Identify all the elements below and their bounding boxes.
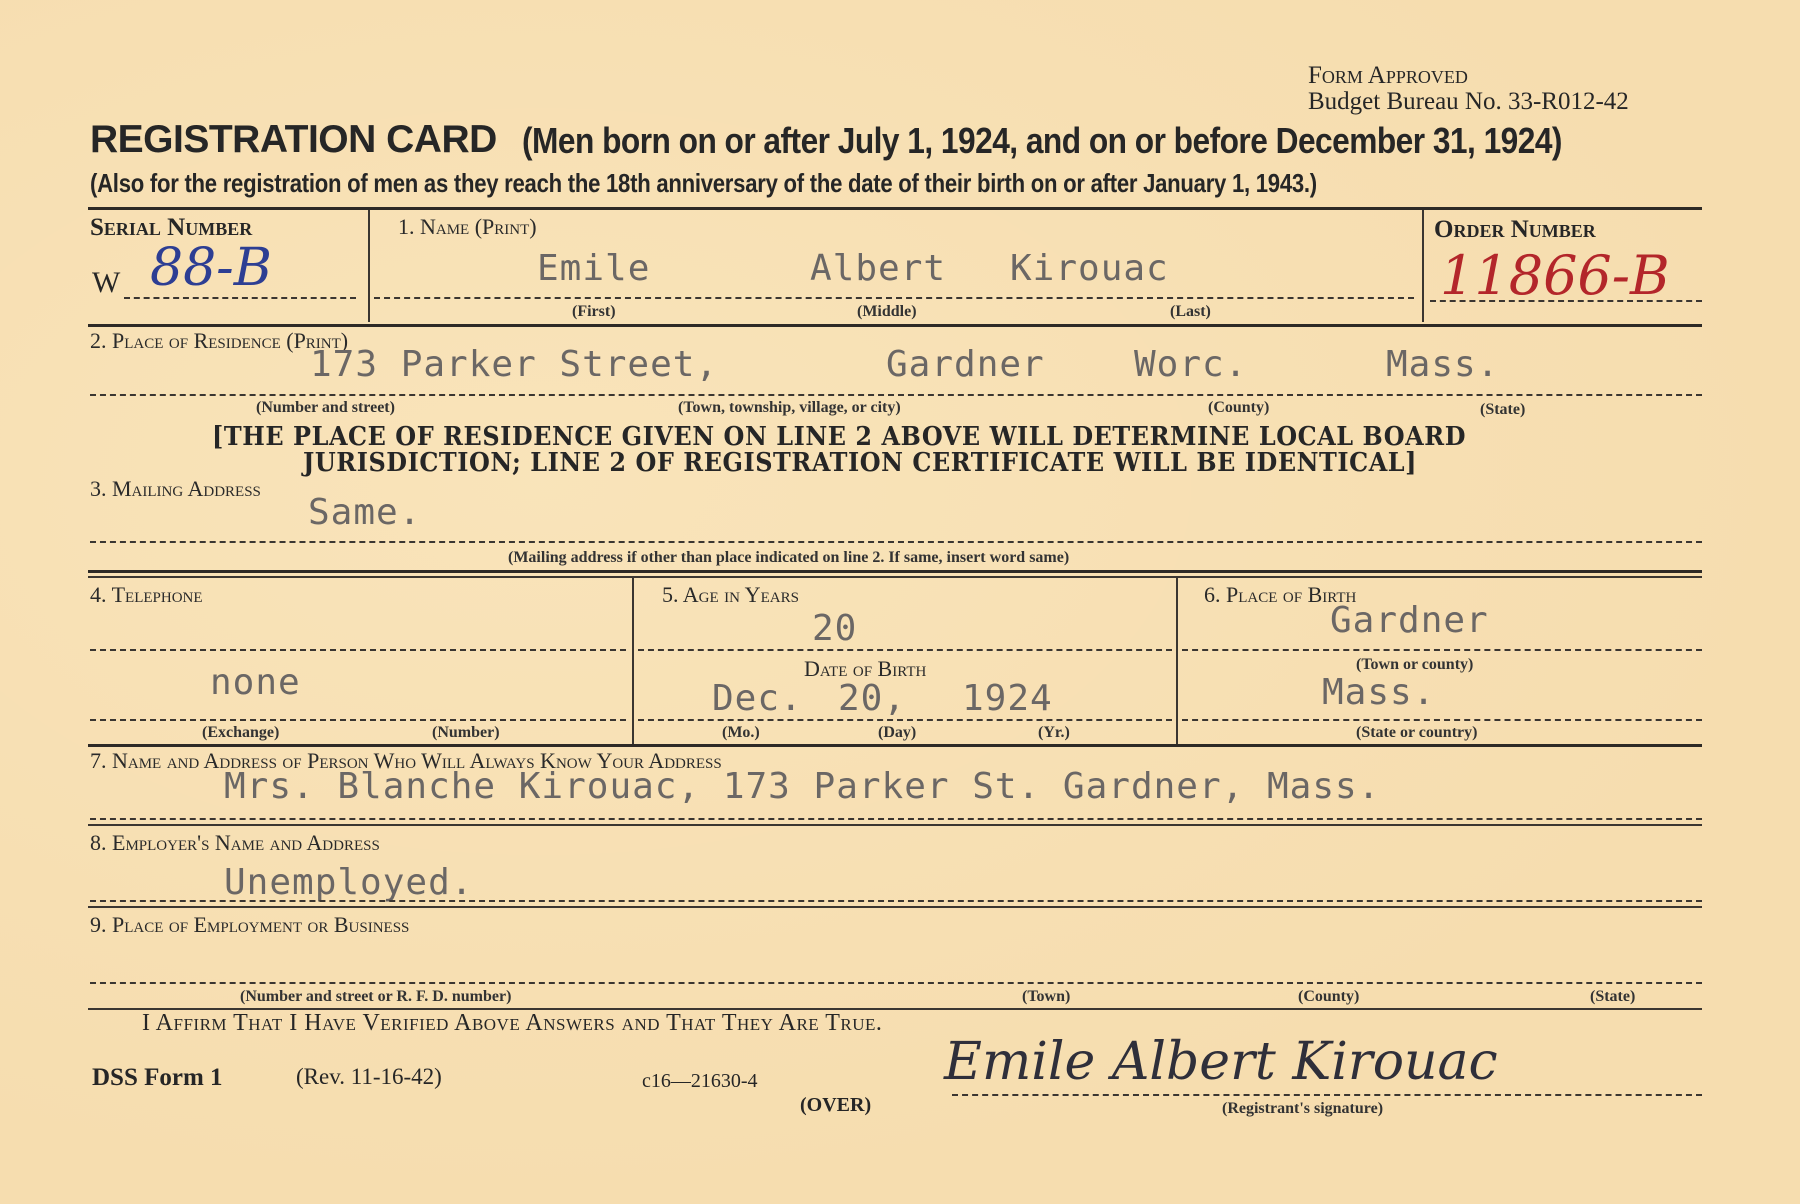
exchange-caption: (Exchange)	[202, 724, 280, 741]
serial-number-value: 88-B	[150, 238, 272, 298]
over-label: (OVER)	[800, 1094, 872, 1116]
mailing-caption: (Mailing address if other than place indicated on line 2. If same, insert word same)	[508, 549, 1070, 566]
contact-label: 7. Name and Address of Person Who Will Always Know Your Address	[90, 748, 722, 773]
form-id: DSS Form 1	[92, 1064, 223, 1091]
name-line	[374, 297, 1414, 299]
last-caption: (Last)	[1170, 303, 1211, 320]
dob-line	[638, 719, 1172, 721]
residence-label: 2. Place of Residence (Print)	[90, 328, 349, 353]
card-subtitle: (Also for the registration of men as they reach the 18th anniversary of the date of their birth on or after January 1, 1943.)	[90, 168, 1317, 198]
last-name-value: Kirouac	[1010, 248, 1169, 289]
age-value: 20	[812, 608, 858, 649]
row3-border	[88, 570, 1702, 573]
name-label: 1. Name (Print)	[398, 214, 537, 239]
mailing-line	[90, 541, 1702, 543]
employment-county-caption: (County)	[1298, 988, 1360, 1005]
signature-line	[952, 1094, 1702, 1096]
telephone-value: none	[210, 662, 301, 703]
month-caption: (Mo.)	[722, 724, 760, 741]
order-number-value: 11866-B	[1440, 244, 1670, 307]
residence-town-value: Gardner	[886, 344, 1045, 385]
age-divider	[1176, 578, 1178, 744]
serial-number-label: Serial Number	[90, 214, 253, 241]
employer-value: Unemployed.	[224, 862, 474, 903]
dob-month-value: Dec.	[712, 678, 803, 719]
first-caption: (First)	[572, 303, 616, 320]
order-number-label: Order Number	[1434, 216, 1596, 243]
residence-county-value: Worc.	[1134, 344, 1248, 385]
day-caption: (Day)	[878, 724, 917, 741]
serial-divider	[368, 210, 370, 322]
form-approved-label: Form Approved	[1308, 62, 1468, 89]
residence-town-caption: (Town, township, village, or city)	[678, 399, 901, 416]
telephone-label: 4. Telephone	[90, 582, 203, 607]
birthplace-line-2	[1182, 719, 1702, 721]
employer-label: 8. Employer's Name and Address	[90, 830, 380, 855]
first-name-value: Emile	[537, 248, 651, 289]
notice-line-2: JURISDICTION; LINE 2 OF REGISTRATION CERTIFICATE WILL BE IDENTICAL]	[303, 448, 1418, 478]
card-title-note: (Men born on or after July 1, 1924, and on or before December 31, 1924)	[522, 120, 1562, 161]
telephone-divider	[632, 578, 634, 744]
residence-line	[90, 394, 1702, 396]
residence-state-caption: (State)	[1480, 401, 1526, 418]
dob-label: Date of Birth	[804, 656, 927, 681]
birthplace-town-value: Gardner	[1330, 600, 1489, 641]
serial-prefix: W	[92, 266, 121, 299]
card-title: REGISTRATION CARD	[90, 118, 497, 161]
birthplace-label: 6. Place of Birth	[1204, 582, 1357, 607]
row1-border	[88, 324, 1702, 327]
mailing-value: Same.	[308, 492, 422, 533]
dob-year-value: 1924	[962, 678, 1053, 719]
employment-town-caption: (Town)	[1022, 988, 1071, 1005]
employment-street-caption: (Number and street or R. F. D. number)	[240, 988, 512, 1005]
birthplace-state-value: Mass.	[1322, 672, 1436, 713]
employment-state-caption: (State)	[1590, 988, 1636, 1005]
age-line	[638, 649, 1172, 651]
budget-bureau-number: Budget Bureau No. 33-R012-42	[1308, 88, 1629, 115]
order-divider	[1422, 210, 1424, 322]
form-revision: (Rev. 11-16-42)	[296, 1064, 442, 1089]
notice-line-1: [THE PLACE OF RESIDENCE GIVEN ON LINE 2 ABOVE WILL DETERMINE LOCAL BOARD	[212, 422, 1467, 452]
row4-border	[88, 744, 1702, 747]
telephone-line-2	[90, 719, 626, 721]
telephone-line-1	[90, 649, 626, 651]
middle-name-value: Albert	[810, 248, 947, 289]
residence-county-caption: (County)	[1208, 399, 1270, 416]
employment-label: 9. Place of Employment or Business	[90, 912, 410, 937]
row3-border-inner	[88, 576, 1702, 578]
residence-state-value: Mass.	[1386, 344, 1500, 385]
order-line	[1430, 300, 1702, 302]
residence-street-caption: (Number and street)	[256, 399, 395, 416]
mailing-label: 3. Mailing Address	[90, 476, 261, 501]
contact-line	[90, 818, 1702, 820]
serial-line	[124, 297, 356, 299]
age-label: 5. Age in Years	[662, 582, 799, 607]
row8-border	[88, 906, 1702, 908]
middle-caption: (Middle)	[857, 303, 917, 320]
employer-line	[90, 900, 1702, 902]
birthplace-town-caption: (Town or county)	[1356, 656, 1474, 673]
top-border	[88, 207, 1702, 210]
print-code: c16—21630-4	[642, 1070, 758, 1092]
residence-street-value: 173 Parker Street,	[310, 344, 719, 385]
contact-value: Mrs. Blanche Kirouac, 173 Parker St. Gardner, Mass.	[224, 766, 1381, 807]
number-caption: (Number)	[432, 724, 500, 741]
row7-border	[88, 824, 1702, 826]
affirmation-text: I Affirm That I Have Verified Above Answers and That They Are True.	[142, 1010, 883, 1036]
signature-caption: (Registrant's signature)	[1222, 1100, 1384, 1117]
birthplace-state-caption: (State or country)	[1356, 724, 1478, 741]
employment-line	[90, 982, 1702, 984]
birthplace-line-1	[1182, 649, 1702, 651]
year-caption: (Yr.)	[1038, 724, 1070, 741]
registrant-signature: Emile Albert Kirouac	[944, 1032, 1498, 1092]
dob-day-value: 20,	[838, 678, 907, 719]
